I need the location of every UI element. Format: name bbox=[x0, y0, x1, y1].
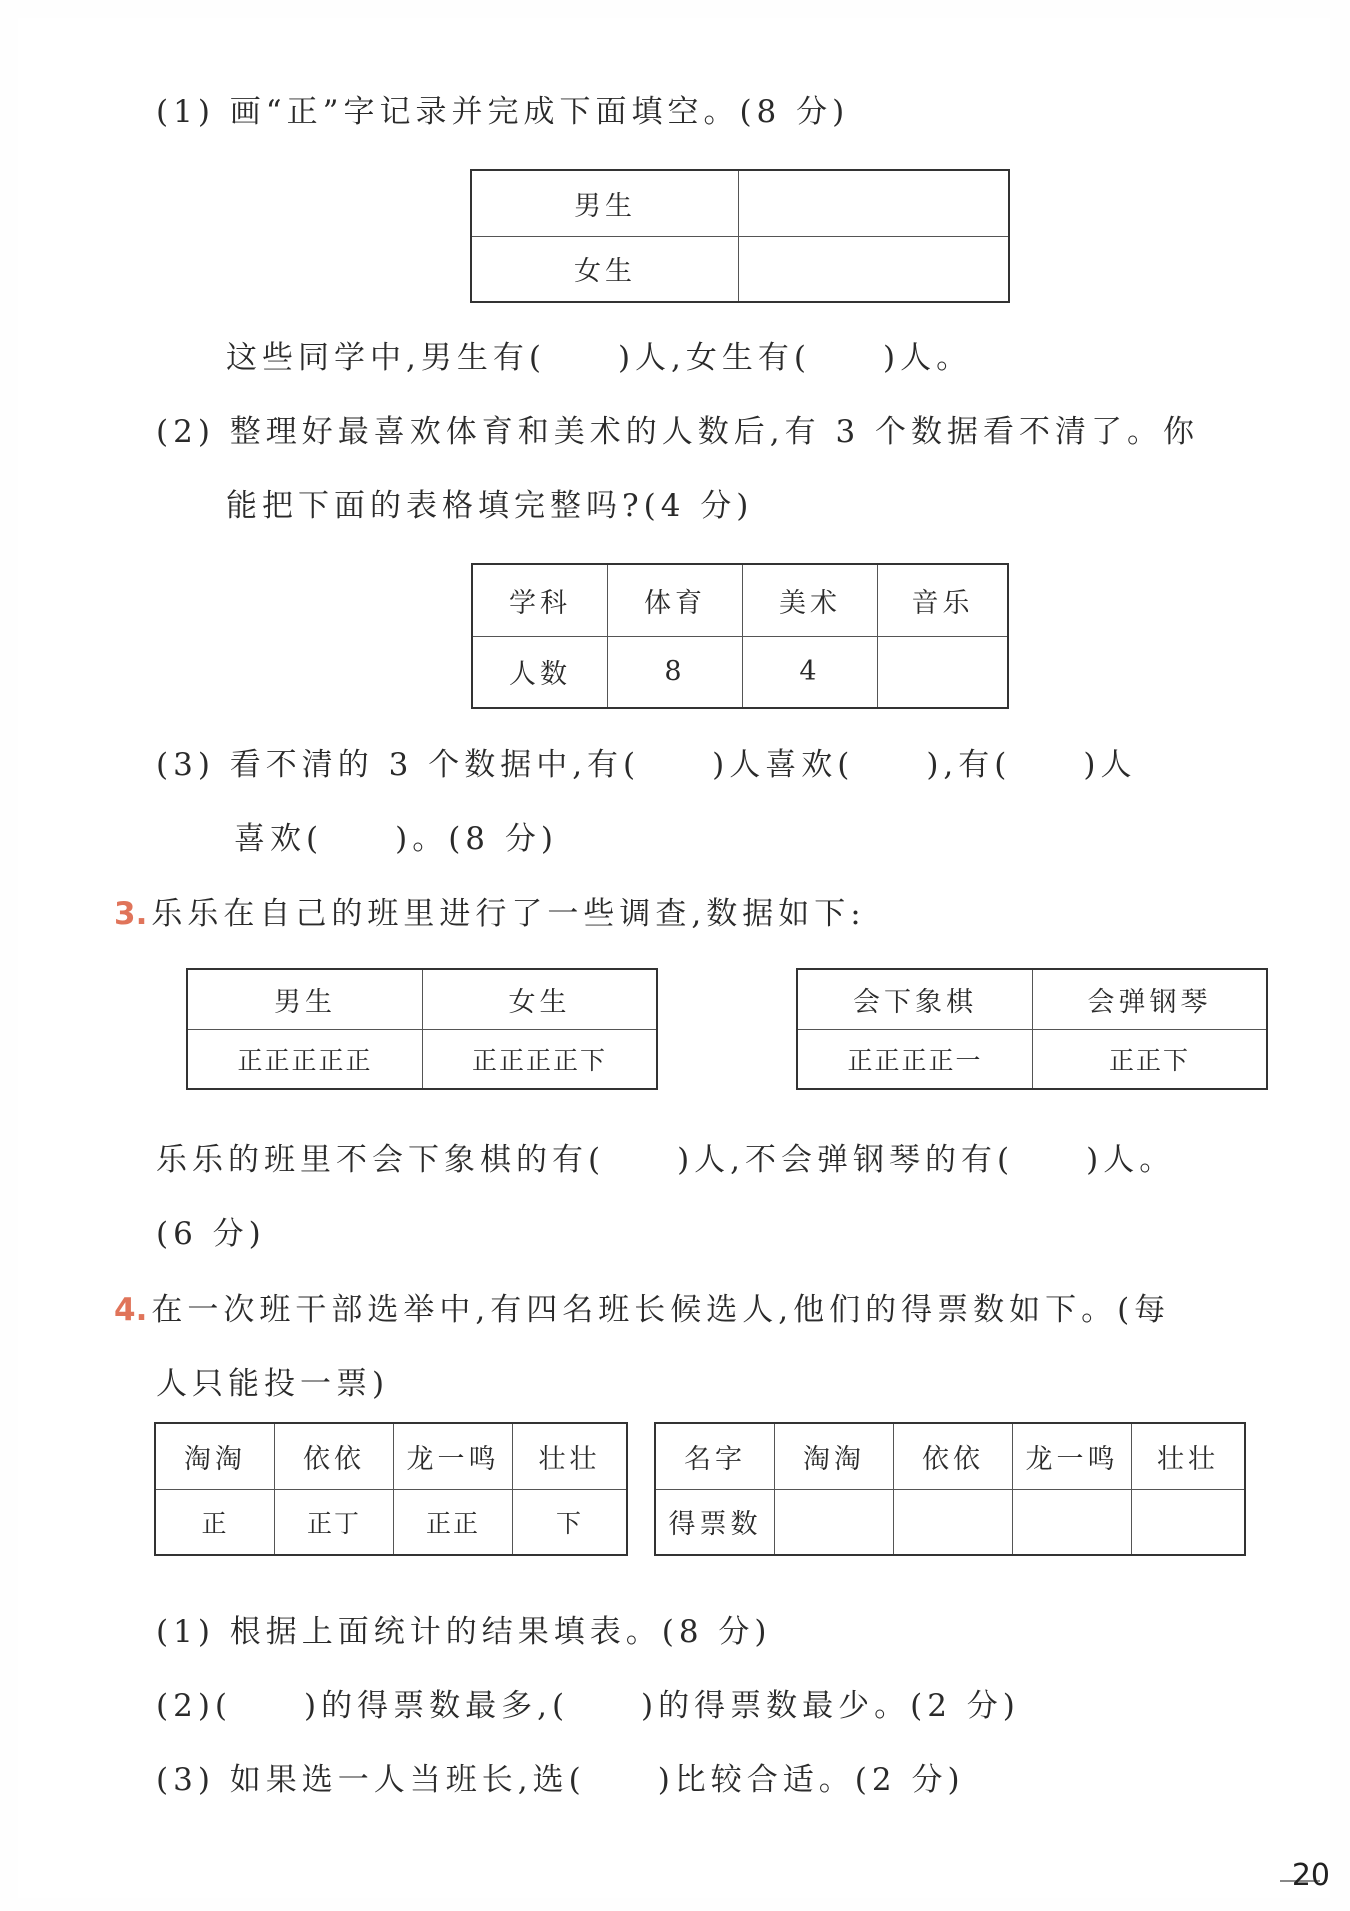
header-girls: 女生 bbox=[423, 969, 658, 1029]
q4-part3: (3) 如果选一人当班长,选( )比较合适。(2 分) bbox=[156, 1762, 965, 1798]
q2-part1-prompt: (1) 画“正”字记录并完成下面填空。(8 分) bbox=[156, 94, 850, 130]
skill-survey-table bbox=[796, 968, 1268, 1090]
result-header-taotao: 淘淘 bbox=[775, 1423, 894, 1489]
header-boys: 男生 bbox=[187, 969, 423, 1029]
cell-boys-tally[interactable] bbox=[739, 170, 1010, 236]
cand-yiyi: 依依 bbox=[275, 1423, 394, 1489]
q4-part2: (2)( )的得票数最多,( )的得票数最少。(2 分) bbox=[156, 1688, 1020, 1724]
vote-tally-table bbox=[154, 1422, 628, 1556]
q4-part1: (1) 根据上面统计的结果填表。(8 分) bbox=[156, 1614, 772, 1650]
q2-part3-line2: 喜欢( )。(8 分) bbox=[234, 821, 558, 857]
result-votes-longyiming[interactable] bbox=[1013, 1489, 1132, 1555]
tally-girls: 正正正正下 bbox=[423, 1029, 658, 1089]
q4-prompt-line1 bbox=[114, 1290, 1170, 1330]
q4-text-line1: 在一次班干部选举中,有四名班长候选人,他们的得票数如下。(每 bbox=[151, 1292, 1171, 1328]
tally-taotao: 正 bbox=[155, 1489, 275, 1555]
gender-tally-table bbox=[470, 169, 1010, 303]
cell-girls-tally[interactable] bbox=[739, 236, 1010, 302]
q4-prompt-line2: 人只能投一票) bbox=[156, 1366, 390, 1402]
header-art: 美术 bbox=[743, 564, 878, 636]
worksheet-page bbox=[18, 18, 1330, 1898]
result-votes-zhuangzhuang[interactable] bbox=[1132, 1489, 1246, 1555]
cand-taotao: 淘淘 bbox=[155, 1423, 275, 1489]
tally-longyiming: 正正 bbox=[394, 1489, 513, 1555]
q3-prompt bbox=[114, 894, 866, 934]
count-art: 4 bbox=[743, 636, 878, 708]
result-votes-taotao[interactable] bbox=[775, 1489, 894, 1555]
result-row-label: 得票数 bbox=[655, 1489, 775, 1555]
cand-longyiming: 龙一鸣 bbox=[394, 1423, 513, 1489]
q4-number: 4. bbox=[114, 1292, 148, 1328]
result-header-longyiming: 龙一鸣 bbox=[1013, 1423, 1132, 1489]
q2-part2-line2: 能把下面的表格填完整吗?(4 分) bbox=[226, 488, 754, 524]
tally-yiyi: 正丁 bbox=[275, 1489, 394, 1555]
count-music[interactable] bbox=[878, 636, 1009, 708]
q3-fill-line1: 乐乐的班里不会下象棋的有( )人,不会弹钢琴的有( )人。 bbox=[156, 1142, 1176, 1178]
header-subject: 学科 bbox=[472, 564, 608, 636]
subject-count-table bbox=[471, 563, 1009, 709]
q3-number: 3. bbox=[114, 896, 148, 932]
header-pe: 体育 bbox=[608, 564, 743, 636]
q3-text: 乐乐在自己的班里进行了一些调查,数据如下: bbox=[151, 896, 866, 932]
result-header-zhuangzhuang: 壮壮 bbox=[1132, 1423, 1246, 1489]
gender-survey-table bbox=[186, 968, 658, 1090]
header-piano: 会弹钢琴 bbox=[1033, 969, 1268, 1029]
tally-boys: 正正正正正 bbox=[187, 1029, 423, 1089]
q2-part2-line1: (2) 整理好最喜欢体育和美术的人数后,有 3 个数据看不清了。你 bbox=[156, 414, 1200, 450]
cell-girls-label: 女生 bbox=[471, 236, 739, 302]
q2-fill-boys-girls: 这些同学中,男生有( )人,女生有( )人。 bbox=[226, 340, 973, 376]
vote-result-table bbox=[654, 1422, 1246, 1556]
count-pe: 8 bbox=[608, 636, 743, 708]
result-votes-yiyi[interactable] bbox=[894, 1489, 1013, 1555]
page-number: 20 bbox=[1291, 1858, 1330, 1893]
result-header-name: 名字 bbox=[655, 1423, 775, 1489]
header-chess: 会下象棋 bbox=[797, 969, 1033, 1029]
tally-zhuangzhuang: 下 bbox=[513, 1489, 628, 1555]
cell-boys-label: 男生 bbox=[471, 170, 739, 236]
q2-part3-line1: (3) 看不清的 3 个数据中,有( )人喜欢( ),有( )人 bbox=[156, 747, 1137, 783]
tally-chess: 正正正正一 bbox=[797, 1029, 1033, 1089]
row-label-count: 人数 bbox=[472, 636, 608, 708]
result-header-yiyi: 依依 bbox=[894, 1423, 1013, 1489]
tally-piano: 正正下 bbox=[1033, 1029, 1268, 1089]
q3-fill-line2: (6 分) bbox=[156, 1216, 266, 1252]
cand-zhuangzhuang: 壮壮 bbox=[513, 1423, 628, 1489]
header-music: 音乐 bbox=[878, 564, 1009, 636]
